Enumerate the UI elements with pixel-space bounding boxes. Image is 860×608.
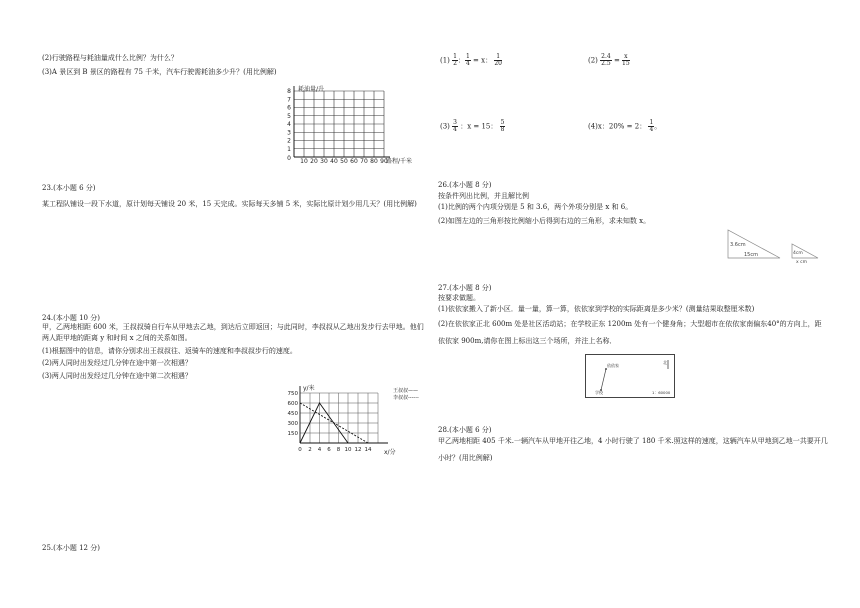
distance-time-chart bbox=[280, 383, 430, 458]
fuel-chart-xticks bbox=[300, 158, 388, 165]
fuel-ytick: 2 bbox=[287, 137, 291, 145]
q28-body: 甲乙两地相距 405 千米.一辆汽车从甲地开往乙地，4 小时行驶了 180 千米.照这样的速度，这辆汽车从甲地到乙地一共要开几小时？(用比例解) bbox=[438, 437, 828, 462]
home-label: 依依家 bbox=[607, 363, 619, 368]
denominator: 4 bbox=[465, 60, 470, 67]
q26-intro: 按条件列出比例，并且解比例 bbox=[438, 192, 529, 200]
q24-body: 甲，乙两地相距 600 米，王叔叔骑自行车从甲地去乙地，到达后立即返回；与此同时，李叔叔从乙地出发步行去甲地。他们两人距甲地的距离 y 和时间 x 之间的关系如图。 bbox=[42, 323, 424, 342]
fuel-ytick: 5 bbox=[287, 112, 291, 120]
fraction bbox=[648, 120, 654, 133]
denominator: 8 bbox=[500, 126, 505, 133]
numerator: 1 bbox=[453, 53, 457, 60]
dist-ytick: 150 bbox=[287, 431, 298, 437]
denominator: 15 bbox=[622, 60, 630, 67]
fuel-chart-axes bbox=[294, 86, 390, 157]
dist-chart-yticks bbox=[288, 391, 299, 437]
fraction bbox=[465, 54, 471, 67]
fuel-xtick: 60 bbox=[350, 158, 358, 165]
numerator: 2.4 bbox=[601, 53, 611, 60]
q26-part2: (2)如图左边的三角形按比例缩小后得到右边的三角形，求未知数 x。 bbox=[438, 217, 651, 225]
q23-heading: 23.(本小题 6 分) bbox=[42, 184, 96, 192]
triangles-figure bbox=[726, 228, 826, 264]
fuel-xtick: 70 bbox=[360, 158, 368, 165]
fraction bbox=[452, 120, 458, 133]
legend-wang: 王叔叔—— bbox=[393, 388, 419, 394]
numerator: 1 bbox=[649, 119, 654, 126]
fuel-xtick: 90 bbox=[380, 158, 388, 165]
equation-4: (4)x：20% = 2： $\frac{1}{4}$ 。 bbox=[588, 119, 662, 133]
fuel-chart-xlabel: 路程/千米 bbox=[386, 158, 413, 165]
fuel-xtick: 10 bbox=[300, 158, 308, 165]
dist-chart-xlabel: x/分 bbox=[384, 449, 396, 456]
equation-2 bbox=[588, 54, 630, 67]
dist-chart-ylabel: y/米 bbox=[303, 385, 315, 392]
equation-3 bbox=[440, 120, 505, 133]
fraction bbox=[494, 54, 502, 67]
dist-xtick: 8 bbox=[336, 447, 341, 453]
q22-part3-text: (3)A 景区到 B 景区的路程有 75 千米，汽车行驶需耗油多少升？(用比例解) bbox=[42, 68, 277, 76]
q24-part3: (3)两人同时出发经过几分钟在途中第二次相遇？ bbox=[42, 372, 192, 380]
fuel-chart-yticks bbox=[287, 88, 291, 162]
eq4-text: (4)x：20% = 2： bbox=[588, 122, 647, 131]
q24-heading: 24.(本小题 10 分) bbox=[42, 314, 100, 322]
dist-xtick: 12 bbox=[354, 447, 362, 453]
eq3-label: (3) bbox=[440, 122, 450, 131]
fuel-ytick: 0 bbox=[287, 155, 291, 162]
fraction bbox=[500, 120, 506, 133]
fuel-ytick: 6 bbox=[287, 104, 291, 112]
small-triangle-base: x cm bbox=[796, 260, 807, 264]
eq1-mid: = x： bbox=[473, 56, 493, 65]
dist-ytick: 750 bbox=[287, 391, 298, 397]
school-label: 学校 bbox=[595, 390, 603, 395]
numerator: x bbox=[622, 54, 630, 61]
denominator: 4 bbox=[453, 126, 457, 133]
numerator: 1 bbox=[465, 53, 470, 60]
numerator: 1 bbox=[496, 53, 501, 60]
eq3-mid: ：x = 15： bbox=[460, 122, 498, 131]
dist-xtick: 14 bbox=[364, 447, 372, 453]
q28-heading: 28.(本小题 6 分) bbox=[438, 426, 492, 434]
numerator: 3 bbox=[453, 119, 457, 126]
dist-xtick: 0 bbox=[298, 447, 302, 453]
fuel-ytick: 1 bbox=[287, 145, 291, 153]
q24-part2: (2)两人同时出发经过几分钟在途中第一次相遇？ bbox=[42, 359, 192, 367]
equation-1: (1) $\frac{1}{2}$ ： $\frac{1}{4}$ = x： $\frac{1}{20}$ bbox=[440, 53, 502, 67]
q22-part2-text: (2)行驶路程与耗油量成什么比例？为什么？ bbox=[42, 54, 178, 62]
dist-ytick: 300 bbox=[287, 421, 298, 427]
fuel-chart-grid bbox=[294, 91, 384, 157]
fuel-xtick: 80 bbox=[370, 158, 378, 165]
denominator: 4 bbox=[649, 126, 654, 133]
dist-ytick: 450 bbox=[287, 411, 298, 417]
q26-part1: (1)比例的两个内项分别是 5 和 3.6，两个外项分别是 x 和 6。 bbox=[438, 203, 633, 211]
q25-heading: 25.(本小题 12 分) bbox=[42, 544, 100, 552]
home-school-line bbox=[601, 369, 606, 390]
dist-chart-axes bbox=[300, 386, 388, 443]
large-triangle-height: 3.6cm bbox=[730, 242, 746, 248]
q27-intro: 按要求做题。 bbox=[438, 294, 480, 302]
q26-heading: 26.(本小题 8 分) bbox=[438, 181, 492, 189]
numerator: 5 bbox=[500, 119, 505, 126]
map-box bbox=[585, 354, 675, 398]
fuel-ytick: 4 bbox=[287, 121, 291, 128]
eq2-label: (2) bbox=[588, 56, 598, 65]
eq1-label: (1) bbox=[440, 56, 450, 65]
q24-part1: (1)根据图中的信息，请你分别求出王叔叔往、返骑车的速度和李叔叔步行的速度。 bbox=[42, 347, 297, 355]
map-scale: 1：60000 bbox=[652, 390, 671, 395]
dist-xtick: 6 bbox=[327, 447, 331, 453]
q23-body: 某工程队铺设一段下水道，原计划每天铺设 20 米，15 天完成。实际每天多铺 5 米，实际比原计划少用几天？(用比例解) bbox=[42, 200, 417, 208]
large-triangle-base: 15cm bbox=[744, 252, 758, 258]
dist-xtick: 2 bbox=[308, 447, 312, 453]
fuel-ytick: 7 bbox=[287, 96, 291, 104]
fuel-xtick: 30 bbox=[320, 158, 328, 165]
fuel-ytick: 3 bbox=[287, 129, 291, 137]
fraction bbox=[622, 54, 630, 67]
north-label: 北 bbox=[663, 360, 667, 365]
fuel-consumption-chart bbox=[282, 83, 432, 168]
map-svg bbox=[586, 355, 674, 397]
fuel-xtick: 50 bbox=[340, 158, 348, 165]
legend-li: 李叔叔------ bbox=[393, 395, 419, 401]
denominator: 20 bbox=[494, 60, 502, 67]
q27-part2: (2)在依依家正北 600m 处是社区活动站；在学校正东 1200m 处有一个健身角；大型超市在依依家南偏东40°的方向上，距依依家 900m,请你在图上标出这三个场所，并注上名称． bbox=[438, 320, 822, 345]
dist-xtick: 4 bbox=[317, 447, 322, 453]
dist-chart-xticks bbox=[298, 447, 372, 453]
home-point bbox=[605, 368, 607, 370]
eq2-mid: = bbox=[613, 56, 620, 65]
dist-ytick: 600 bbox=[287, 401, 298, 407]
fraction bbox=[600, 54, 612, 67]
q27-part1: (1)依依家搬入了新小区．量一量，算一算，依依家到学校的实际距离是多少米？(测量结果取整厘米数) bbox=[438, 305, 755, 313]
dist-xtick: 10 bbox=[344, 447, 352, 453]
q27-heading: 27.(本小题 8 分) bbox=[438, 284, 492, 292]
fraction bbox=[452, 54, 458, 67]
fuel-ytick: 8 bbox=[287, 88, 291, 95]
fuel-chart-ylabel: 耗油量/升 bbox=[298, 86, 325, 93]
denominator: 2.5 bbox=[601, 60, 611, 67]
fuel-xtick: 20 bbox=[310, 158, 318, 165]
small-triangle-height: 4cm bbox=[793, 251, 803, 256]
fuel-xtick: 40 bbox=[330, 158, 338, 165]
denominator: 2 bbox=[453, 60, 457, 67]
